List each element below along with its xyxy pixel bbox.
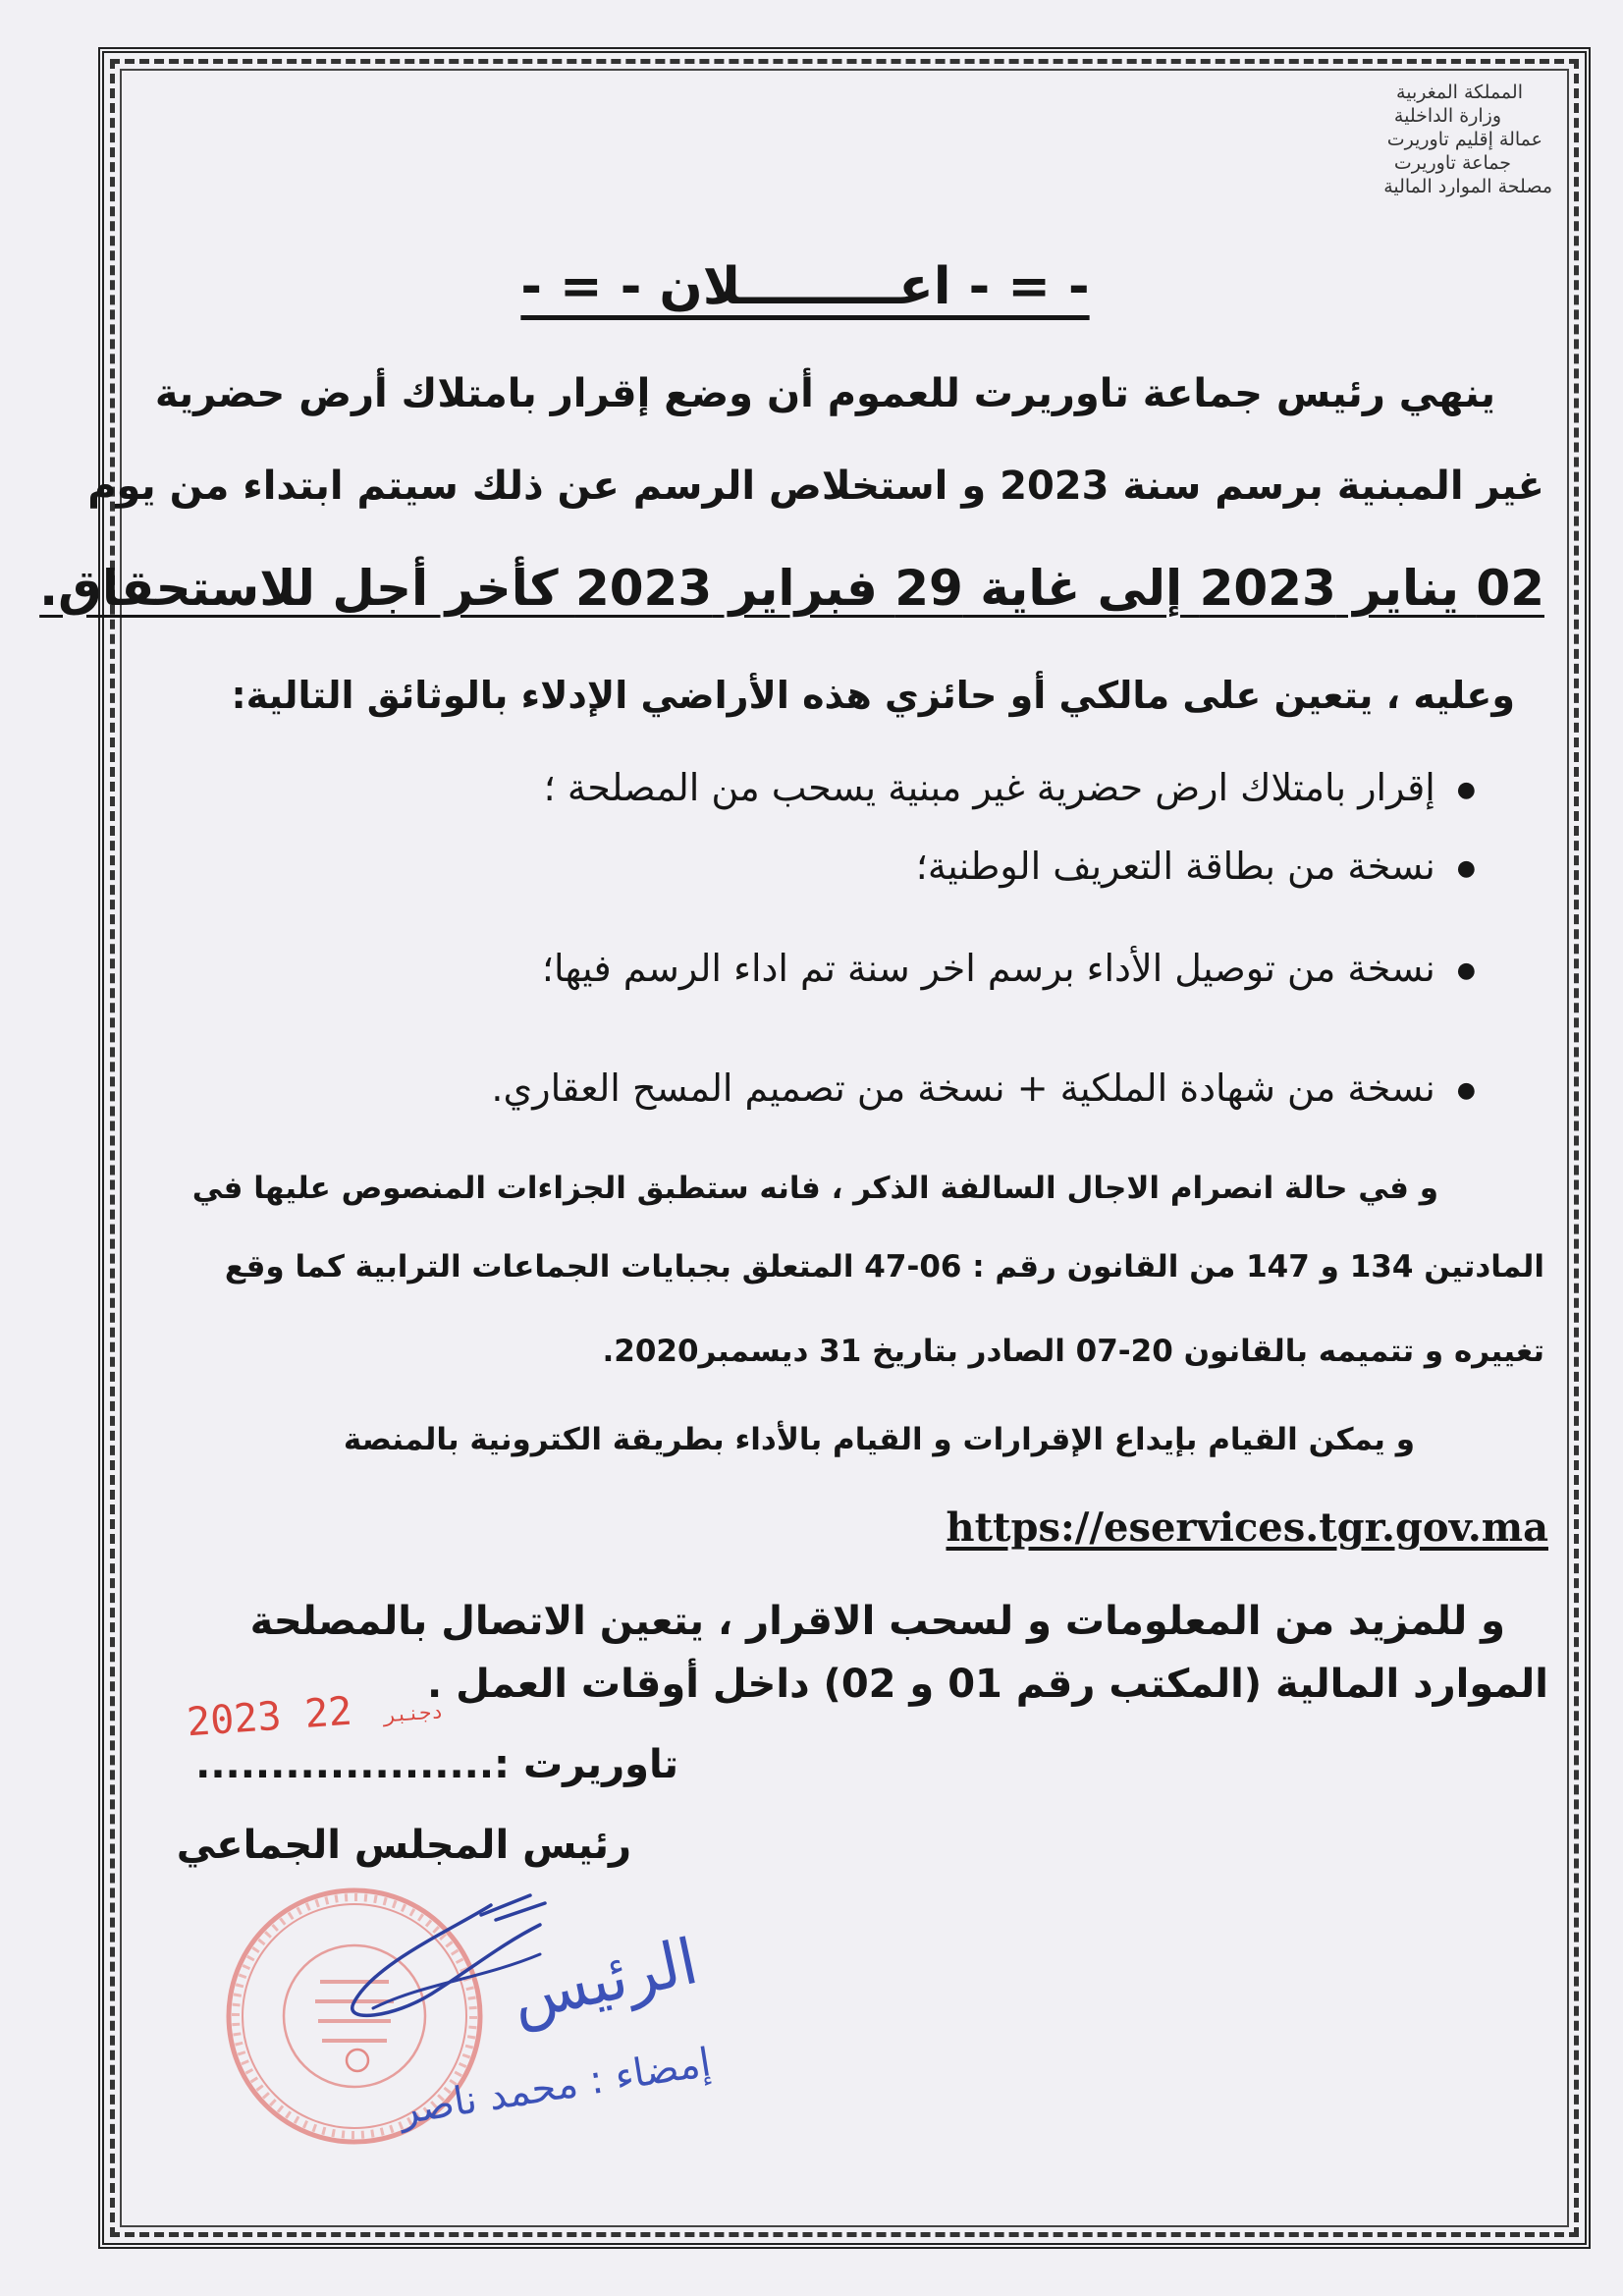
penalties-line-2: المادتين 134 و 147 من القانون رقم : 06-47 المتعلق بجبايات الجماعات الترابية كما وقع [224, 1249, 1544, 1285]
online-platform-line: و يمكن القيام بإيداع الإقرارات و القيام بالأداء بطريقة الكترونية بالمنصة [343, 1422, 1415, 1457]
list-item: ● نسخة من شهادة الملكية + نسخة من تصميم المسح العقاري. [491, 1066, 1476, 1110]
deadline-dates: 02 يناير 2023 إلى غاية 29 فبراير 2023 كأخر أجل للاستحقاق. [39, 560, 1544, 617]
date-stamp-day: 22 [302, 1688, 354, 1737]
signature-title: الرئيس [505, 1925, 704, 2037]
announcement-title: - = - اعـــــــــلان - = - [520, 257, 1090, 316]
letterhead-commune: جماعة تاوريرت [1393, 152, 1511, 174]
penalties-line-3: تغييره و تتميمه بالقانون 20-07 الصادر بتاريخ 31 ديسمبر2020. [602, 1334, 1544, 1369]
date-stamp-month: دجنبر [383, 1699, 444, 1727]
documents-intro: وعليه ، يتعين على مالكي أو حائزي هذه الأراضي الإدلاء بالوثائق التالية: [231, 674, 1515, 717]
intro-line-2: غير المبنية برسم سنة 2023 و استخلاص الرسم عن ذلك سيتم ابتداء من يوم [87, 464, 1544, 509]
letterhead-service: مصلحة الموارد المالية [1383, 176, 1552, 197]
penalties-line-1: و في حالة انصرام الاجال السالفة الذكر ، فانه ستطبق الجزاءات المنصوص عليها في [191, 1171, 1438, 1206]
date-stamp-year: 2023 [185, 1693, 284, 1746]
contact-line-1: و للمزيد من المعلومات و لسحب الاقرار ، يتعين الاتصال بالمصلحة [249, 1599, 1505, 1644]
place-date-line: تاوريرت :.................... [195, 1742, 678, 1787]
signature-name: إمضاء : محمد ناصر [396, 2040, 715, 2134]
list-item: ● نسخة من بطاقة التعريف الوطنية؛ [916, 845, 1476, 888]
letterhead-ministry: وزارة الداخلية [1393, 105, 1501, 127]
letterhead [1307, 81, 1562, 198]
list-item: ● إقرار بامتلاك ارض حضرية غير مبنية يسحب من المصلحة ؛ [544, 766, 1476, 809]
letterhead-province: عمالة إقليم تاوريرت [1386, 129, 1542, 150]
list-item: ● نسخة من توصيل الأداء برسم اخر سنة تم اداء الرسم فيها؛ [542, 947, 1476, 990]
platform-url-link[interactable]: https://eservices.tgr.gov.ma [946, 1504, 1548, 1551]
intro-line-1: ينهي رئيس جماعة تاوريرت للعموم أن وضع إقرار بامتلاك أرض حضرية [154, 371, 1495, 416]
president-title: رئيس المجلس الجماعي [176, 1823, 631, 1868]
letterhead-kingdom: المملكة المغربية [1396, 82, 1523, 103]
contact-line-2: الموارد المالية (المكتب رقم 01 و 02) داخل أوقات العمل . [427, 1662, 1548, 1707]
